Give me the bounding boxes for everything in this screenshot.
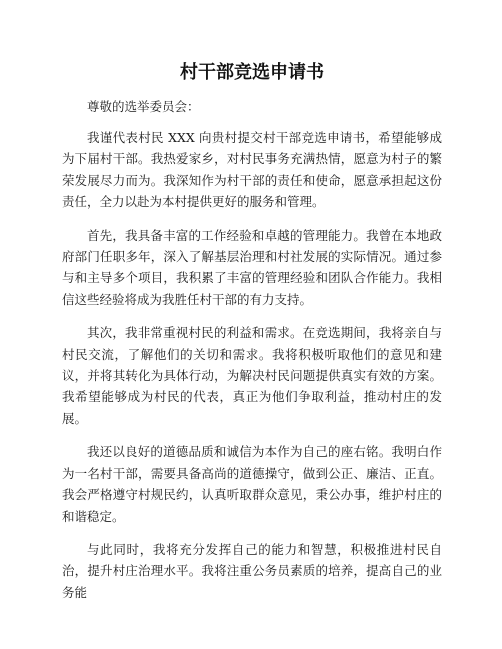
paragraph-4: 我还以良好的道德品质和诚信为本作为自己的座右铭。我明白作为一名村干部，需要具备高尚的道德操守，做到公正、廉洁、正直。我会严格遵守村规民约，认真听取群众意见，秉公办事，维护村庄的和谐稳定。 [62,444,442,524]
paragraph-5: 与此同时，我将充分发挥自己的能力和智慧，积极推进村民自治，提升村庄治理水平。我将注重公务员素质的培养，提高自己的业务能 [62,541,442,600]
document-page [62,62,442,615]
document-title: 村干部竞选申请书 [180,62,324,83]
salutation: 尊敬的选举委员会： [87,99,200,114]
paragraph-3: 其次，我非常重视村民的利益和需求。在竞选期间，我将亲自与村民交流，了解他们的关切和需求。我将积极听取他们的意见和建议，并将其转化为具体行动，为解决村民问题提供真实有效的方案。我希望能够成为村民的代表，真正为他们争取利益，推动村庄的发展。 [62,325,442,426]
paragraph-1: 我谨代表村民 XXX 向贵村提交村干部竞选申请书，希望能够成为下届村干部。我热爱家乡，对村民事务充满热情，愿意为村子的繁荣发展尽力而为。我深知作为村干部的责任和使命，愿意承担起这份责任，全力以赴为本村提供更好的服务和管理。 [62,130,442,210]
paragraph-2: 首先，我具备丰富的工作经验和卓越的管理能力。我曾在本地政府部门任职多年，深入了解基层治理和村社发展的实际情况。通过参与和主导多个项目，我积累了丰富的管理经验和团队合作能力。我相信这些经验将成为我胜任村干部的有力支持。 [62,227,442,307]
